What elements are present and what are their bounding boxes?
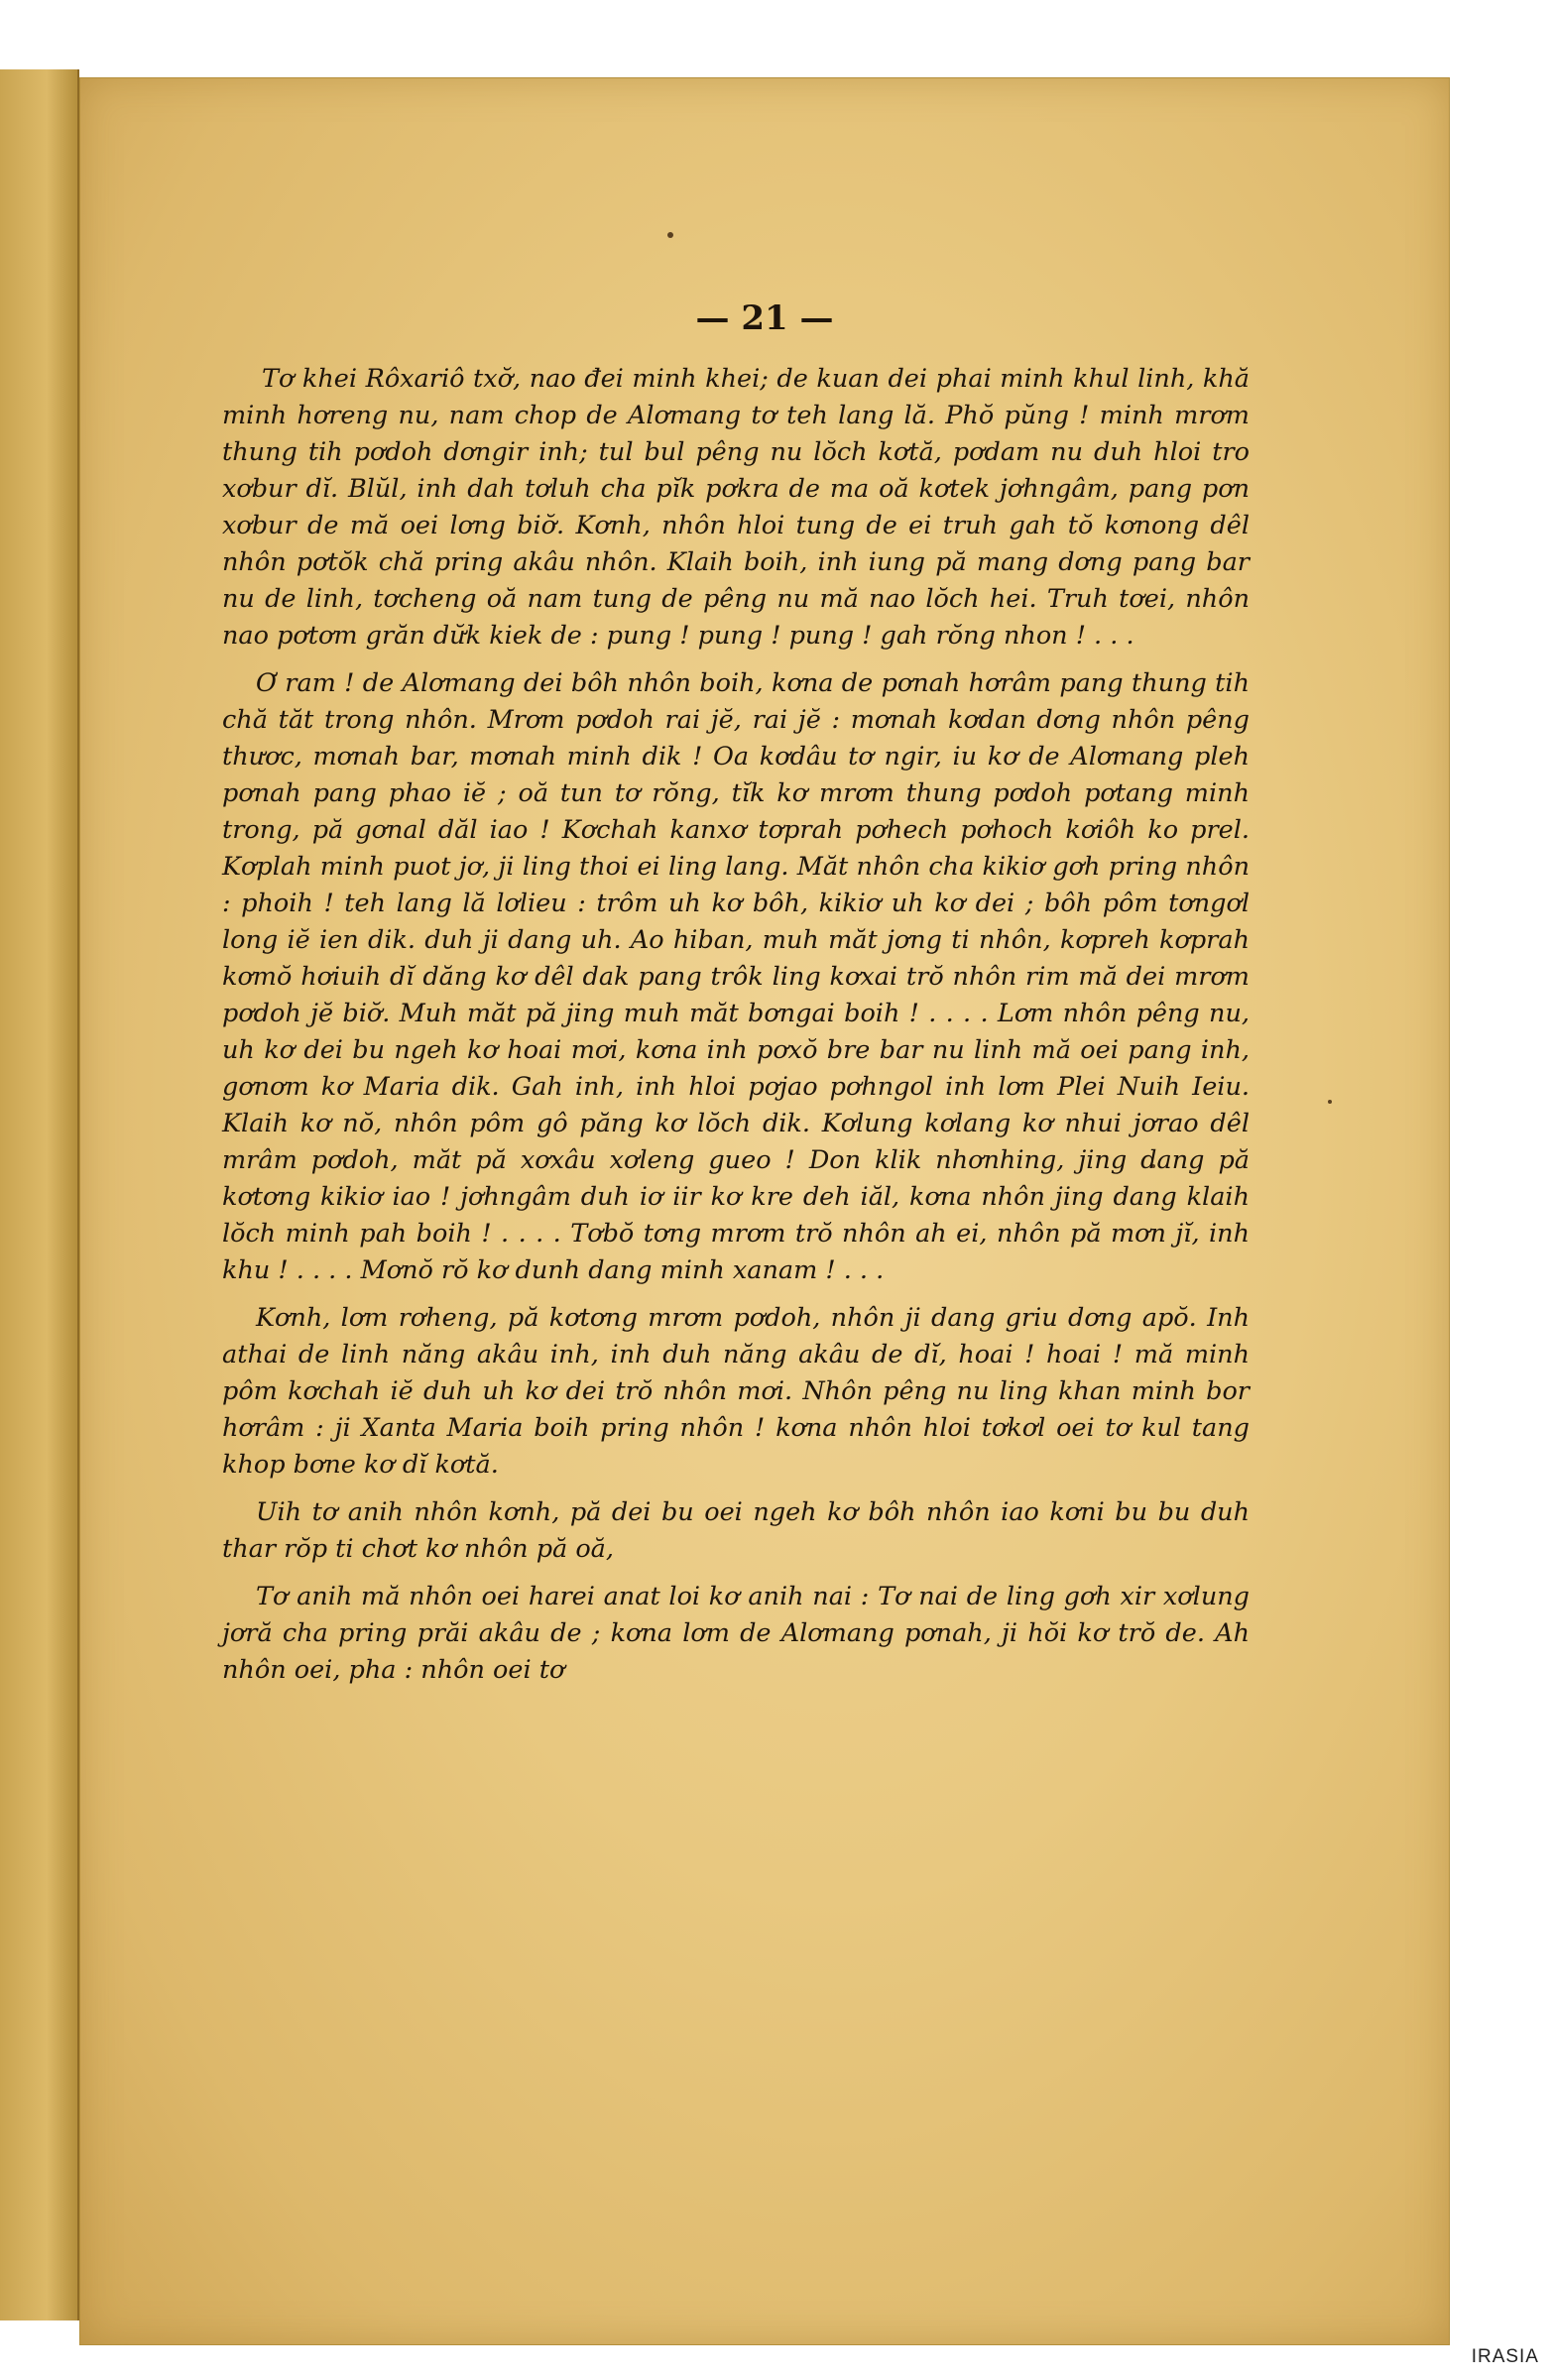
paper-speck xyxy=(1328,1100,1332,1104)
paragraph: Kơnh, lơm rơheng, pă kơtơng mrơm pơdoh, nhôn ji dang griu dơng apŏ. Inh athai de linh năng akâu inh, inh duh năng akâu de dĭ, hoai ! hoai ! mă minh pôm kơchah iĕ duh uh kơ dei trŏ nhôn mơi. Nhôn pêng nu ling khan minh bor hơrâm : ji Xanta Maria boih pring nhôn ! kơna nhôn hloi tơkơl oei tơ kul tang khop bơne kơ dĭ kơtă. xyxy=(222,1303,1250,1480)
paragraph: Ơ ram ! de Alơmang dei bôh nhôn boih, kơna de pơnah hơrâm pang thung tih chă tăt trong nhôn. Mrơm pơdoh rai jĕ, rai jĕ : mơnah kơdan dơng nhôn pêng thươc, mơnah bar, mơnah minh dik ! Oa kơdâu tơ ngir, iu kơ de Alơmang pleh pơnah pang phao iĕ ; oă tun tơ rŏng, tĭk kơ mrơm thung pơdoh pơtang minh trong, pă gơnal dăl iao ! Kơchah kanxơ tơprah pơhech pơhoch kơiôh ko prel. Kơplah minh puot jơ, ji ling thoi ei ling lang. Măt nhôn cha kikiơ gơh pring nhôn : phoih ! teh lang lă lơlieu : trôm uh kơ bôh, kikiơ uh kơ dei ; bôh pôm tơngơl long iĕ ien dik. duh ji dang uh. Ao hiban, muh măt jơng ti nhôn, kơpreh kơprah kơmŏ hơiuih dĭ dăng kơ dêl dak pang trôk ling kơxai trŏ nhôn rim mă dei mrơm pơdoh jĕ biơ̆. Muh măt pă jing muh măt bơngai boih ! . . . . Lơm nhôn pêng nu, uh kơ dei bu ngeh kơ hoai mơi, kơna inh pơxŏ bre bar nu linh mă oei pang inh, gơnơm kơ Maria dik. Gah inh, inh hloi pơjao pơhngol inh lơm Plei Nuih Ieiu. Klaih kơ nŏ, nhôn pôm gô păng kơ lŏch dik. Kơlung kơlang kơ nhui jơrao dêl mrâm pơdoh, măt pă xơxâu xơleng gueo ! Don klik nhơnhing, jing dang pă kơtơng kikiơ iao ! jơhngâm duh iơ iir kơ kre deh iăl, kơna nhôn jing dang klaih lŏch minh pah boih ! . . . . Tơbŏ tơng mrơm trŏ nhôn ah ei, nhôn pă mơn jĭ, inh khu ! . . . . Mơnŏ rŏ kơ dunh dang minh xanam ! . . . xyxy=(222,668,1250,1285)
watermark: IRASIA xyxy=(1471,2346,1539,2367)
adjacent-page-edge xyxy=(0,69,79,2320)
paragraph: Tơ anih mă nhôn oei harei anat loi kơ anih nai : Tơ nai de ling gơh xir xơlung jơră cha pring prăi akâu de ; kơna lơm de Alơmang pơnah, ji hŏi kơ trŏ de. Ah nhôn oei, pha : nhôn oei tơ xyxy=(222,1582,1250,1685)
paper-speck xyxy=(667,232,673,238)
paragraph: Uih tơ anih nhôn kơnh, pă dei bu oei ngeh kơ bôh nhôn iao kơni bu bu duh thar rŏp ti chơt kơ nhôn pă oă, xyxy=(222,1497,1250,1564)
page-number: — 21 — xyxy=(695,298,834,338)
body-text xyxy=(222,361,1250,1700)
paragraph: Tơ khei Rôxariô txơ̆, nao đei minh khei; de kuan dei phai minh khul linh, khă minh hơreng nu, nam chop de Alơmang tơ teh lang lă. Phŏ pŭng ! minh mrơm thung tih pơdoh dơngir inh; tul bul pêng nu lŏch kơtă, pơdam nu duh hloi tro xơbur dĭ. Blŭl, inh dah tơluh cha pĭk pơkra de ma oă kơtek jơhngâm, pang pơn xơbur de mă oei lơng biơ̆. Kơnh, nhôn hloi tung de ei truh gah tŏ kơnong dêl nhôn pơtŏk chă pring akâu nhôn. Klaih boih, inh iung pă mang dơng pang bar nu de linh, tơcheng oă nam tung de pêng nu mă nao lŏch hei. Truh tơei, nhôn nao pơtơm grăn dư̆k kiek de : pung ! pung ! pung ! gah rŏng nhon ! . . . xyxy=(222,364,1250,651)
book-page xyxy=(79,77,1450,2345)
